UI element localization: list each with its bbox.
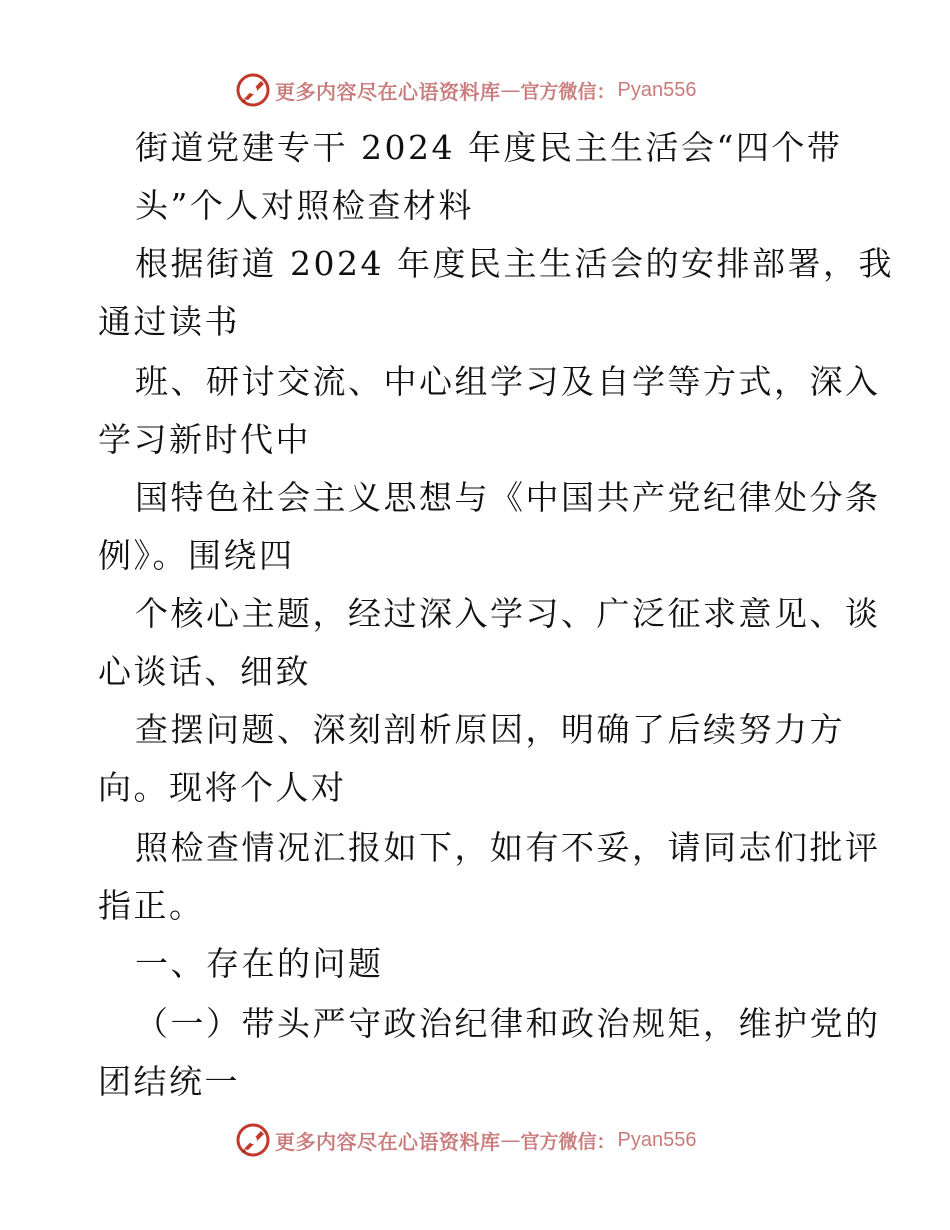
doc-line: 指正。 bbox=[98, 886, 205, 925]
doc-line: 学习新时代中 bbox=[98, 420, 311, 459]
doc-line: 班、研讨交流、中心组学习及自学等方式，深入 bbox=[135, 362, 881, 401]
banner-wechat-id: Pyan556 bbox=[617, 1128, 697, 1151]
banner-main-text: 更多内容尽在心语资料库 bbox=[275, 79, 501, 104]
doc-line: 团结统一 bbox=[98, 1062, 240, 1101]
banner-main-text: 更多内容尽在心语资料库 bbox=[275, 1129, 501, 1154]
subsection-heading: （一）带头严守政治纪律和政治规矩，维护党的 bbox=[135, 1004, 881, 1043]
doc-line: 向。现将个人对 bbox=[98, 768, 347, 807]
header-banner bbox=[0, 70, 950, 110]
doc-line: 照检查情况汇报如下，如有不妥，请同志们批评 bbox=[135, 828, 881, 867]
banner-wechat-id: Pyan556 bbox=[617, 78, 697, 101]
doc-title-line-1: 街道党建专干 2024 年度民主生活会“四个带 bbox=[135, 128, 843, 167]
doc-line: 例》。围绕四 bbox=[98, 536, 295, 575]
banner-wechat-label: 官方微信： bbox=[520, 80, 616, 103]
banner-dash: — bbox=[500, 1128, 521, 1152]
footer-banner bbox=[0, 1120, 950, 1160]
doc-title-line-2: 头”个人对照检查材料 bbox=[135, 186, 474, 225]
doc-line: 个核心主题，经过深入学习、广泛征求意见、谈 bbox=[135, 594, 881, 633]
banner-wechat-label: 官方微信： bbox=[520, 1130, 616, 1153]
header-banner-content bbox=[235, 70, 696, 110]
quill-logo-icon bbox=[235, 72, 271, 108]
doc-line: 心谈话、细致 bbox=[98, 652, 311, 691]
quill-logo-icon bbox=[235, 1122, 271, 1158]
doc-line: 根据街道 2024 年度民主生活会的安排部署，我 bbox=[135, 244, 894, 283]
footer-banner-content bbox=[235, 1120, 696, 1160]
doc-line: 查摆问题、深刻剖析原因，明确了后续努力方 bbox=[135, 710, 845, 749]
banner-dash: — bbox=[500, 78, 521, 102]
doc-line: 国特色社会主义思想与《中国共产党纪律处分条 bbox=[135, 478, 881, 517]
section-heading: 一、存在的问题 bbox=[135, 944, 384, 983]
doc-line: 通过读书 bbox=[98, 302, 240, 341]
